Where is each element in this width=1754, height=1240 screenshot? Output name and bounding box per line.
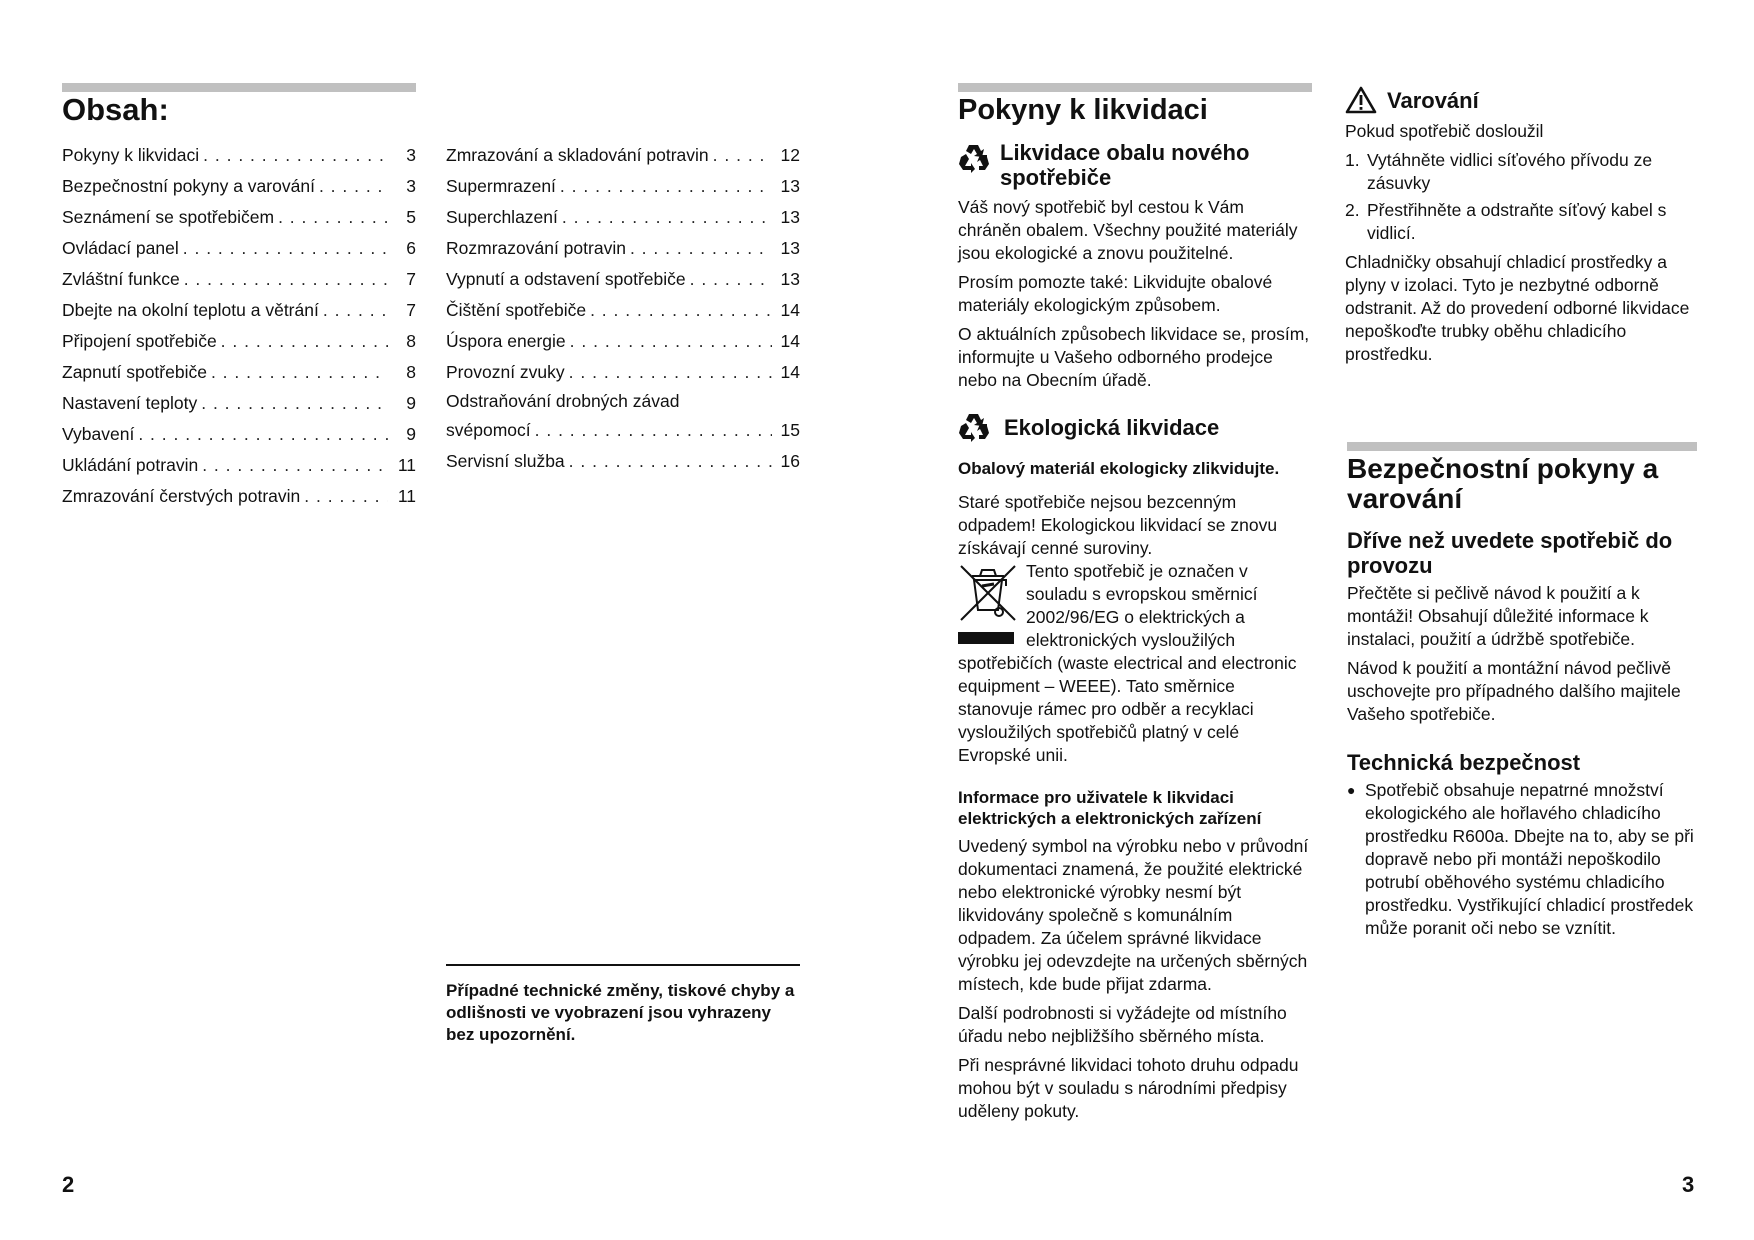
toc-entry[interactable]: Provozní zvuky . . . 14 [446,357,800,388]
toc-entry[interactable]: Seznámení se spotřebičem . . . 5 [62,202,416,233]
toc-entry[interactable]: Ukládání potravin . . . 11 [62,450,416,481]
toc-entry[interactable]: Superchlazení . . . 13 [446,202,800,233]
toc-entry[interactable]: Zapnutí spotřebiče . . . 8 [62,357,416,388]
page-number-right: 3 [1682,1172,1695,1197]
eco-paragraph: Staré spotřebiče nejsou bezcenným odpadem! Ekologickou likvidací se znovu získávají cenné suroviny. [958,492,1278,558]
warning-steps [1345,149,1695,245]
toc-entry[interactable]: Zmrazování čerstvých potravin . . . 11 [62,481,416,512]
warning-heading: Varování [1387,87,1479,113]
safety-header-bar [1347,442,1697,451]
toc-entry[interactable]: Úspora energie . . . 14 [446,326,800,357]
warning-step: 2. Přestřihněte a odstraňte síťový kabel s vidlicí. [1345,200,1667,243]
user-info-heading: Informace pro uživatele k likvidaci elektrických a elektronických zařízení [958,788,1262,828]
warning-triangle-icon [1345,86,1377,114]
bullet-icon: ● [1347,782,1356,798]
toc-entry[interactable]: Ovládací panel . . . 6 [62,233,416,264]
packaging-paragraph: O aktuálních způsobech likvidace se, prosím, informujte u Vašeho odborného prodejce nebo na Obecním úřadě. [958,324,1310,390]
warning-intro: Pokud spotřebič dosloužil [1345,121,1544,141]
warning-heading-row [1345,86,1695,114]
toc-entry[interactable]: Pokyny k likvidaci . . . 3 [62,140,416,171]
before-use-paragraph: Návod k použití a montážní návod pečlivě uschovejte pro případného dalšího majitele Vašeho spotřebiče. [1347,658,1681,724]
toc-entry[interactable]: Odstraňování drobných závad svépomocí . . . 15 [446,388,800,446]
toc-entry[interactable]: Supermrazení . . . 13 [446,171,800,202]
disclaimer-divider [446,964,800,966]
toc-title: Obsah: [62,92,169,127]
technical-safety-item: ● Spotřebič obsahuje nepatrné množství ekologického ale hořlavého chladicího prostředku R600a. Dbejte na to, aby se při dopravě nebo při montáži nepoškodilo potrubí oběhového systému chladicího prostředku. Vystřikující chladicí prostředek může poranit oči nebo se vznítit. [1347,780,1694,938]
user-info-paragraph: Uvedený symbol na výrobku nebo v průvodní dokumentaci znamená, že použité elektrické nebo elektronické výrobky nesmí být likvidovány společně s komunálním odpadem. Za účelem správné likvidace výrobku jej odevzdejte na určených sběrných místech, kde bude přijat zdarma. [958,836,1309,994]
safety-section [1347,528,1699,940]
crossed-out-wheelie-bin-icon [958,562,1018,650]
toc-entry[interactable]: Čištění spotřebiče . . . 14 [446,295,800,326]
toc-header-bar [62,83,416,92]
eco-bold-lead: Obalový materiál ekologicky zlikvidujte. [958,459,1280,478]
disclaimer-text: Případné technické změny, tiskové chyby a odlišnosti ve vyobrazení jsou vyhrazeny bez upozornění. [446,981,795,1044]
weee-paragraph: Tento spotřebič je označen v souladu s evropskou směrnicí 2002/96/EG o elektrických a elektronických vysloužilých spotřebičích (waste electrical and electronic equipment – WEEE). Tato směrnice stanovuje rámec pro odběr a recyklaci vysloužilých spotřebičů platný v celé Evropské unii. [958,561,1297,765]
disposal-column [958,140,1312,1129]
recycle-icon [958,143,990,173]
user-info-paragraph: Další podrobnosti si vyžádejte od místního úřadu nebo nejbližšího sběrného místa. [958,1003,1287,1046]
eco-heading: Ekologická likvidace [1004,414,1220,440]
toc-entry[interactable]: Rozmrazování potravin . . . 13 [446,233,800,264]
toc-entry[interactable]: Zmrazování a skladování potravin . . . 12 [446,140,800,171]
warning-section [1345,86,1695,372]
warning-step: 1. Vytáhněte vidlici síťového přívodu ze zásuvky [1345,150,1653,193]
eco-heading-row [958,412,1312,442]
packaging-heading-row [958,140,1312,190]
weee-block [958,560,1312,767]
before-use-paragraph: Přečtěte si pečlivě návod k použití a k montáži! Obsahují důležité informace k instalaci, použití a údržbě spotřebiče. [1347,583,1649,649]
packaging-heading: Likvidace obalu nového spotřebiče [1000,140,1250,190]
disposal-header-bar [958,83,1312,92]
toc-column-1 [62,140,416,512]
safety-title: Bezpečnostní pokyny a varování [1347,453,1659,514]
disposal-title: Pokyny k likvidaci [958,94,1208,126]
toc-entry[interactable]: Bezpečnostní pokyny a varování . . . 3 [62,171,416,202]
warning-paragraph: Chladničky obsahují chladicí prostředky a plyny v izolaci. Tyto je nezbytné odborně odstranit. Až do provedení odborné likvidace nepoškoďte trubky oběhu chladicího prostředku. [1345,252,1690,364]
toc-entry[interactable]: Nastavení teploty . . . 9 [62,388,416,419]
toc-entry[interactable]: Vybavení . . . 9 [62,419,416,450]
toc-column-2 [446,140,800,477]
before-use-heading: Dříve než uvedete spotřebič do provozu [1347,528,1673,578]
packaging-paragraph: Prosím pomozte také: Likvidujte obalové materiály ekologickým způsobem. [958,272,1273,315]
technical-safety-list [1347,779,1699,940]
recycle-icon [958,412,990,442]
toc-entry[interactable]: Připojení spotřebiče . . . 8 [62,326,416,357]
toc-entry[interactable]: Dbejte na okolní teplotu a větrání . . . 7 [62,295,416,326]
toc-entry[interactable]: Servisní služba . . . 16 [446,446,800,477]
user-info-paragraph: Při nesprávné likvidaci tohoto druhu odpadu mohou být v souladu s národními předpisy uděleny pokuty. [958,1055,1299,1121]
technical-safety-heading: Technická bezpečnost [1347,750,1581,775]
page-number-left: 2 [62,1172,75,1197]
packaging-paragraph: Váš nový spotřebič byl cestou k Vám chráněn obalem. Všechny použité materiály jsou ekologické a znovu použitelné. [958,197,1298,263]
toc-entry[interactable]: Zvláštní funkce . . . 7 [62,264,416,295]
toc-entry[interactable]: Vypnutí a odstavení spotřebiče . . . 13 [446,264,800,295]
